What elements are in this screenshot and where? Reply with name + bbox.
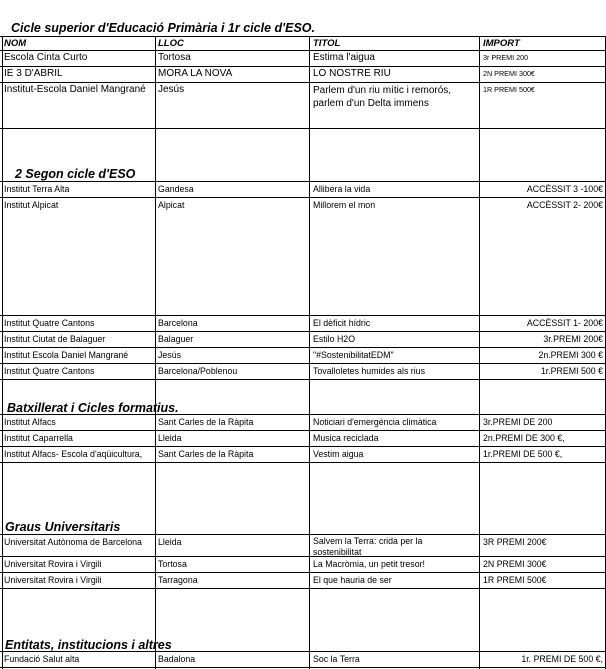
- cell-import: ACCÈSSIT 1- 200€: [526, 318, 603, 328]
- cell-nom: Institut-Escola Daniel Mangrané: [4, 84, 146, 95]
- section-title: 2 Segon cicle d'ESO: [15, 167, 136, 181]
- cell-nom: IE 3 D'ABRIL: [4, 68, 63, 79]
- cell-import: ACCÈSSIT 3 -100€: [526, 184, 603, 194]
- row-divider: [0, 534, 606, 535]
- cell-import: 3r.PREMI DE 200: [483, 417, 553, 427]
- cell-lloc: Barcelona/Poblenou: [158, 366, 238, 376]
- row-divider: [0, 331, 606, 332]
- column-divider: [479, 36, 480, 669]
- column-divider: [309, 36, 310, 669]
- cell-import: 2N PREMI 300€: [483, 559, 547, 569]
- section-title: Batxillerat i Cicles formatius.: [7, 401, 179, 415]
- cell-lloc: Barcelona: [158, 318, 198, 328]
- cell-lloc: Sant Carles de la Ràpita: [158, 417, 254, 427]
- row-divider: [0, 197, 606, 198]
- cell-nom: Universitat Rovira i Virgili: [4, 575, 102, 585]
- cell-lloc: Badalona: [158, 654, 196, 664]
- row-divider: [0, 347, 606, 348]
- header-import: IMPORT: [483, 38, 520, 49]
- cell-import: 3r PREMI 200: [483, 53, 529, 62]
- cell-import: 1R PREMI 500€: [483, 575, 547, 585]
- cell-nom: Institut Alpicat: [4, 200, 59, 210]
- cell-nom: Universitat Rovira i Virgili: [4, 559, 102, 569]
- cell-titol: La Macròmia, un petit tresor!: [313, 559, 425, 569]
- cell-nom: Escola Cinta Curto: [4, 52, 88, 63]
- header-lloc: LLOC: [158, 38, 184, 49]
- cell-lloc: Lleida: [158, 537, 182, 547]
- cell-lloc: Jesús: [158, 84, 185, 95]
- cell-import: 2n.PREMI 300 €: [538, 350, 603, 360]
- header-nom: NOM: [4, 38, 27, 49]
- cell-lloc: Tortosa: [158, 559, 187, 569]
- cell-titol: El que hauria de ser: [313, 575, 392, 585]
- row-divider: [0, 315, 606, 316]
- cell-import: 3r.PREMI 200€: [543, 334, 603, 344]
- column-divider: [155, 36, 156, 669]
- cell-lloc: MÓRA LA NOVA: [158, 68, 233, 79]
- cell-lloc: Jesús: [158, 350, 181, 360]
- cell-nom: Universitat Autònoma de Barcelona: [4, 537, 142, 547]
- header-titol: TITOL: [313, 38, 341, 49]
- cell-lloc: Sant Carles de la Ràpita: [158, 449, 254, 459]
- cell-nom: Institut Quatre Cantons: [4, 366, 95, 376]
- row-divider: [0, 667, 606, 668]
- cell-titol: Musica reciclada: [313, 433, 379, 443]
- cell-nom: Institut Escola Daniel Mangrané: [4, 350, 129, 360]
- row-divider: [0, 446, 606, 447]
- cell-titol: LO NOSTRE RIU: [313, 68, 391, 79]
- cell-titol: Estilo H2O: [313, 334, 356, 344]
- cell-titol: Allibera la vida: [313, 184, 371, 194]
- row-divider: [0, 556, 606, 557]
- cell-import: 2N PREMI 300€: [483, 69, 535, 78]
- row-divider: [0, 572, 606, 573]
- row-divider: [0, 66, 606, 67]
- cell-titol: Tovalloletes humides als rius: [313, 366, 425, 376]
- cell-lloc: Alpicat: [158, 200, 185, 210]
- cell-nom: Institut Caparrella: [4, 433, 73, 443]
- cell-lloc: Tortosa: [158, 52, 191, 63]
- cell-import: 2n.PREMI DE 300 €,: [483, 433, 565, 443]
- row-divider: [0, 462, 606, 463]
- cell-titol: Parlem d'un riu mític i remorós, parlem d'un Delta immens: [313, 85, 452, 109]
- cell-import: 1r.PREMI 500 €: [540, 366, 603, 376]
- section-title: Entitats, institucions i altres: [5, 638, 172, 652]
- row-divider: [0, 36, 606, 37]
- cell-import: 1r. PREMI DE 500 €,: [521, 654, 603, 664]
- cell-nom: Institut Ciutat de Balaguer: [4, 334, 106, 344]
- cell-titol: Salvem la Terra: crida per la sostenibilitat: [313, 536, 423, 557]
- column-divider: [2, 36, 3, 669]
- cell-lloc: Lleida: [158, 433, 182, 443]
- cell-titol: Vestim aigua: [313, 449, 364, 459]
- cell-titol: Soc la Terra: [313, 654, 360, 664]
- row-divider: [0, 82, 606, 83]
- cell-nom: Institut Alfacs: [4, 417, 56, 427]
- row-divider: [0, 128, 606, 129]
- cell-import: 3R PREMI 200€: [483, 537, 547, 547]
- cell-titol: Noticiari d'emergència climàtica: [313, 417, 437, 427]
- cell-titol: El dèficit hídric: [313, 318, 371, 328]
- cell-import: ACCÈSSIT 2- 200€: [526, 200, 603, 210]
- row-divider: [0, 379, 606, 380]
- row-divider: [0, 363, 606, 364]
- cell-titol: Millorem el mon: [313, 200, 376, 210]
- cell-import: 1R PREMI 500€: [483, 85, 535, 94]
- cell-nom: Institut Terra Alta: [4, 184, 70, 194]
- row-divider: [0, 430, 606, 431]
- cell-lloc: Gandesa: [158, 184, 194, 194]
- cell-titol: Estima l'aigua: [313, 52, 375, 63]
- cell-lloc: Balaguer: [158, 334, 194, 344]
- cell-nom: Fundació Salut alta: [4, 654, 80, 664]
- cell-titol: "#SostenibilitatEDM": [313, 350, 394, 360]
- cell-nom: Institut Quatre Cantons: [4, 318, 95, 328]
- section-title: Graus Universitaris: [5, 520, 121, 534]
- cell-import: 1r.PREMI DE 500 €,: [483, 449, 563, 459]
- cell-lloc: Tarragona: [158, 575, 198, 585]
- row-divider: [0, 588, 606, 589]
- cell-nom: Institut Alfacs- Escola d'aqüicultura,: [4, 449, 143, 459]
- section-title: Cicle superior d'Educació Primària i 1r cicle d'ESO.: [11, 21, 315, 35]
- row-divider: [0, 181, 606, 182]
- row-divider: [0, 50, 606, 51]
